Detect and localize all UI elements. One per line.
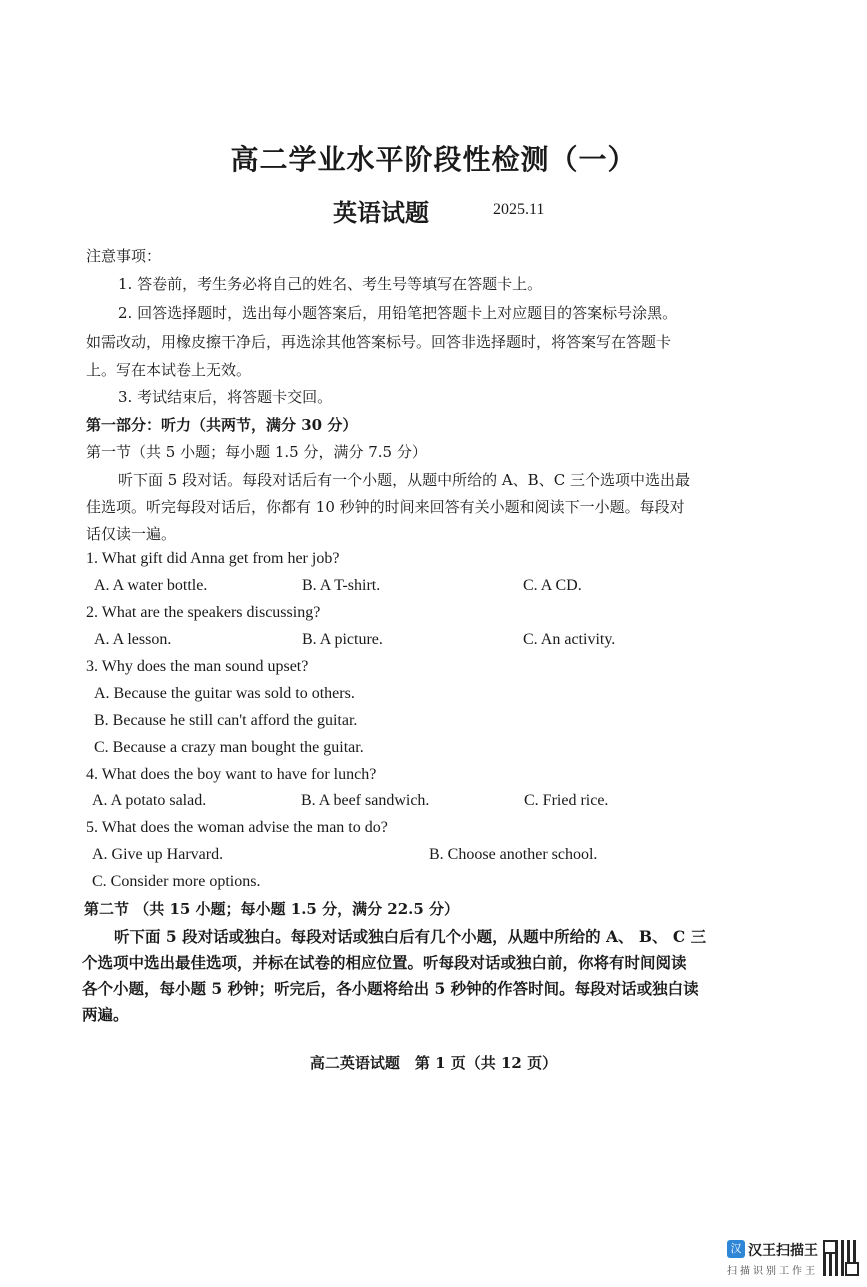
question-2-option-a: A. A lesson.	[94, 631, 172, 648]
notice-item-2-line-2: 如需改动，用橡皮擦干净后，再选涂其他答案标号。回答非选择题时，将答案写在答题卡	[86, 333, 672, 351]
notice-item-2-line-1: 2. 回答选择题时，选出每小题答案后，用铅笔把答题卡上对应题目的答案标号涂黑。	[118, 304, 678, 322]
notice-heading: 注意事项：	[86, 247, 162, 265]
qr-code-icon	[823, 1240, 859, 1276]
question-1-stem: 1. What gift did Anna get from her job?	[86, 550, 340, 567]
question-2-option-c: C. An activity.	[523, 631, 616, 648]
question-1-option-c: C. A CD.	[523, 577, 582, 594]
question-5-option-a: A. Give up Harvard.	[92, 846, 224, 863]
question-4-option-c: C. Fried rice.	[524, 792, 609, 809]
exam-date: 2025.11	[493, 201, 545, 218]
page-subtitle: 英语试题	[333, 198, 429, 227]
scanner-watermark-tagline: 扫描识别工作王	[727, 1266, 818, 1277]
page-footer: 高二英语试题 第 1 页（共 12 页）	[309, 1054, 558, 1072]
question-3-stem: 3. Why does the man sound upset?	[86, 658, 309, 675]
question-4-option-a: A. A potato salad.	[92, 792, 207, 809]
question-5-option-c: C. Consider more options.	[92, 873, 261, 890]
section2-intro-line-1: 听下面 5 段对话或独白。每段对话或独白后有几个小题，从题中所给的 A、 B、 C 三	[114, 927, 707, 946]
notice-item-3: 3. 考试结束后，将答题卡交回。	[118, 388, 333, 406]
section2-intro-line-4: 两遍。	[82, 1005, 129, 1024]
question-1-option-a: A. A water bottle.	[94, 577, 208, 594]
section2-intro-line-2: 个选项中选出最佳选项，并标在试卷的相应位置。听每段对话或独白前，你将有时间阅读	[82, 953, 687, 972]
scanner-logo-icon: 汉	[727, 1240, 745, 1258]
question-2-stem: 2. What are the speakers discussing?	[86, 604, 321, 621]
question-5-option-b: B. Choose another school.	[429, 846, 598, 863]
question-4-option-b: B. A beef sandwich.	[301, 792, 430, 809]
notice-item-1: 1. 答卷前，考生务必将自己的姓名、考生号等填写在答题卡上。	[118, 275, 543, 293]
part1-heading: 第一部分：听力（共两节，满分 30 分）	[86, 416, 358, 434]
section2-heading: 第二节 （共 15 小题；每小题 1.5 分，满分 22.5 分）	[84, 900, 460, 918]
notice-item-2-line-3: 上。写在本试卷上无效。	[86, 361, 252, 379]
section1-intro-line-1: 听下面 5 段对话。每段对话后有一个小题，从题中所给的 A、B、C 三个选项中选出最	[118, 471, 690, 489]
scanner-watermark-name: 汉王扫描王	[748, 1243, 818, 1259]
section1-intro-line-2: 佳选项。听完每段对话后，你都有 10 秒钟的时间来回答有关小题和阅读下一小题。每段对	[86, 498, 685, 516]
section1-heading: 第一节（共 5 小题；每小题 1.5 分，满分 7.5 分）	[86, 443, 427, 461]
question-1-option-b: B. A T-shirt.	[302, 577, 381, 594]
question-5-stem: 5. What does the woman advise the man to do?	[86, 819, 388, 836]
section2-intro-line-3: 各个小题，每小题 5 秒钟；听完后，各小题将给出 5 秒钟的作答时间。每段对话或独白读	[82, 979, 699, 998]
page-title: 高二学业水平阶段性检测（一）	[230, 143, 637, 176]
question-3-option-a: A. Because the guitar was sold to others.	[94, 685, 355, 702]
question-2-option-b: B. A picture.	[302, 631, 383, 648]
question-4-stem: 4. What does the boy want to have for lunch?	[86, 766, 377, 783]
section1-intro-line-3: 话仅读一遍。	[86, 525, 177, 543]
question-3-option-b: B. Because he still can't afford the guitar.	[94, 712, 358, 729]
question-3-option-c: C. Because a crazy man bought the guitar.	[94, 739, 364, 756]
